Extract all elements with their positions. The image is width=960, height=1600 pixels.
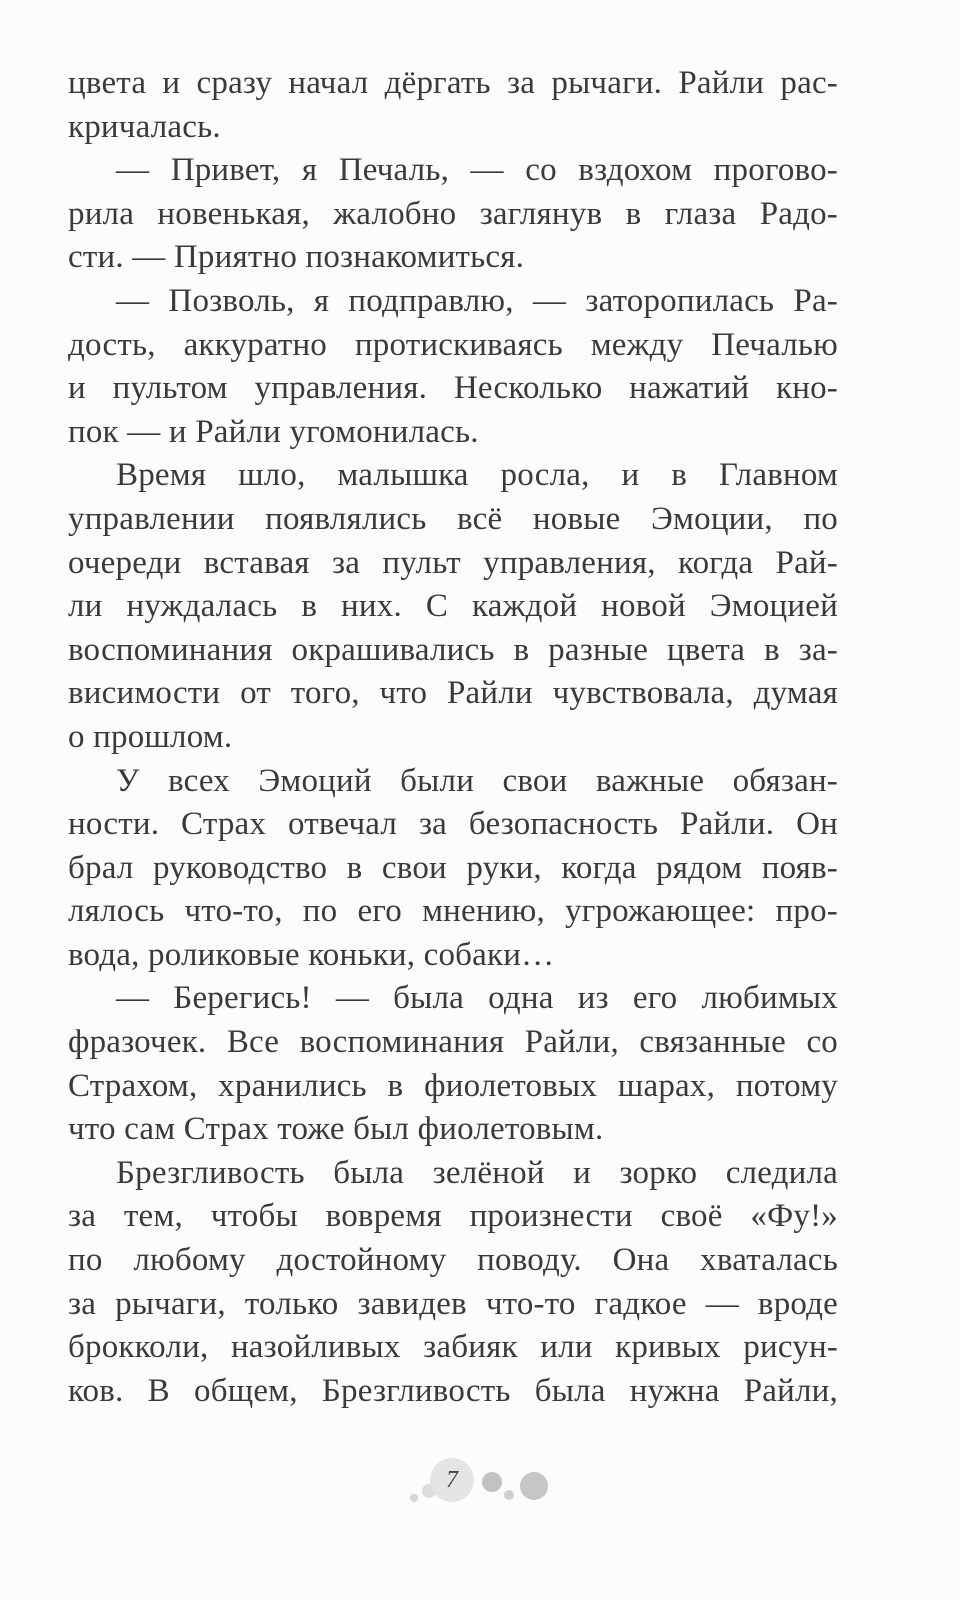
text-line: рила новенькая, жалобно заглянув в глаза Радо- <box>68 195 838 232</box>
text-line: по любому достойному поводу. Она хваталась <box>68 1242 838 1279</box>
text-line: лялось что-то, по его мнению, угрожающее: про- <box>68 893 838 930</box>
text-line: что сам Страх тоже был фиолетовым. <box>68 1111 604 1148</box>
text-line: дость, аккуратно протискиваясь между Печалью <box>68 326 838 363</box>
decorative-dot-icon <box>504 1490 514 1500</box>
text-line: — Привет, я Печаль, — со вздохом прогово- <box>116 152 838 189</box>
text-line: о прошлом. <box>68 718 233 755</box>
text-line: Страхом, хранились в фиолетовых шарах, потому <box>68 1067 838 1104</box>
text-line: ности. Страх отвечал за безопасность Райли. Он <box>68 806 838 843</box>
text-line: управлении появлялись всё новые Эмоции, по <box>68 500 838 537</box>
body-text <box>68 62 838 1413</box>
text-line: Время шло, малышка росла, и в Главном <box>116 457 838 494</box>
page-number-badge <box>430 1458 474 1502</box>
text-line: У всех Эмоций были свои важные обязан- <box>116 762 838 799</box>
text-line: и пультом управления. Несколько нажатий кно- <box>68 370 838 407</box>
text-line: за рычаги, только завидев что-то гадкое — вроде <box>68 1285 838 1322</box>
text-line: фразочек. Все воспоминания Райли, связанные со <box>68 1024 838 1061</box>
text-line: ков. В общем, Брезгливость была нужна Райли, <box>68 1372 838 1409</box>
text-line: ли нуждалась в них. С каждой новой Эмоцией <box>68 588 838 625</box>
decorative-dot-icon <box>520 1472 548 1500</box>
text-line: — Берегись! — была одна из его любимых <box>116 980 838 1017</box>
text-line: — Позволь, я подправлю, — заторопилась Ра- <box>116 282 838 319</box>
decorative-dot-icon <box>482 1472 502 1492</box>
text-line: пок — и Райли угомонилась. <box>68 413 479 450</box>
text-line: кричалась. <box>68 108 221 145</box>
text-line: Брезгливость была зелёной и зорко следила <box>116 1154 838 1191</box>
text-line: брокколи, назойливых забияк или кривых рисун- <box>68 1329 838 1366</box>
text-line: воспоминания окрашивались в разные цвета в за- <box>68 631 838 668</box>
text-line: сти. — Приятно познакомиться. <box>68 239 525 276</box>
text-line: брал руководство в свои руки, когда рядом появ- <box>68 849 838 886</box>
text-line: вода, роликовые коньки, собаки… <box>68 936 555 973</box>
decorative-dot-icon <box>410 1494 418 1502</box>
text-line: цвета и сразу начал дёргать за рычаги. Райли рас- <box>68 65 838 101</box>
text-line: очереди вставая за пульт управления, когда Рай- <box>68 544 838 581</box>
text-line: висимости от того, что Райли чувствовала, думая <box>68 675 838 712</box>
page-number: 7 <box>446 1466 458 1493</box>
page-footer <box>0 1450 960 1530</box>
text-line: за тем, чтобы вовремя произнести своё «Фу!» <box>68 1198 838 1235</box>
